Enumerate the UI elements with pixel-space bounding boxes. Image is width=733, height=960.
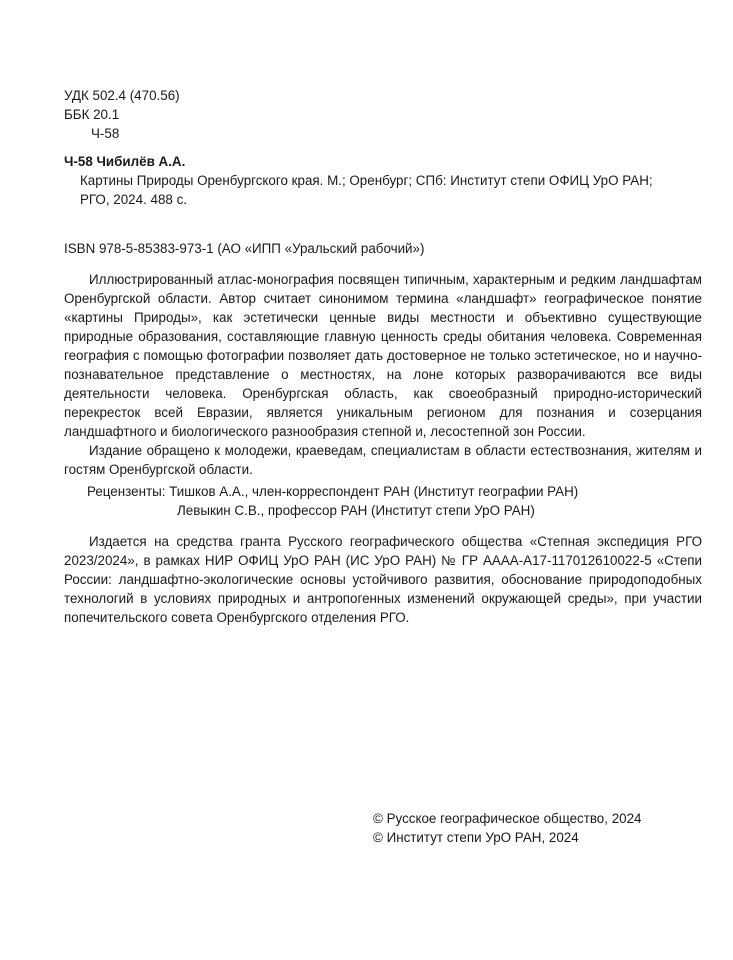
copyright-line: © Институт степи УрО РАН, 2024 [373,830,579,845]
abstract-paragraph: Издание обращено к молодежи, краеведам, специалистам в области естествознания, жителям и гостям Оренбургской области. [64,443,702,477]
copyright-line: © Русское географическое общество, 2024 [373,811,642,826]
abstract [64,270,702,479]
reviewers [87,482,578,520]
grant-note [64,532,702,627]
bbk-code: ББК 20.1 [64,107,120,122]
bibliographic-entry [64,152,704,209]
author-mark: Ч-58 [91,126,120,141]
copyright-notice [373,809,641,847]
isbn: ISBN 978-5-85383-973-1 (АО «ИПП «Уральский рабочий») [64,241,425,256]
classification-codes [64,86,180,143]
entry-description-line2: РГО, 2024. 488 с. [80,192,187,207]
entry-heading: Ч-58 Чибилёв А.А. [64,154,186,169]
udc-code: УДК 502.4 (470.56) [64,88,180,103]
abstract-paragraph: Иллюстрированный атлас-монография посвящен типичным, характерным и редким ландшафтам Оренбургской области. Автор считает синонимом термина «ландшафт» географическое понятие «картины Природы», как эстетически ценные виды местности и объективно существующие природные образования, составляющие главную ценность среды обитания человека. Современная география с помощью фотографии позволяет дать достоверное не только эстетическое, но и научно-познавательное представление о местностях, на лоне которых разворачиваются все виды деятельности человека. Оренбургская область, как своеобразный природно-исторический перекресток всей Евразии, является уникальным регионом для познания и созерцания ландшафтного и биологического разнообразия степной и, лесостепной зон России. [64,272,702,439]
entry-description-line1: Картины Природы Оренбургского края. М.; Оренбург; СПб: Институт степи ОФИЦ УрО РАН; [80,173,653,188]
reviewer-line: Рецензенты: Тишков А.А., член-корреспондент РАН (Институт географии РАН) [87,484,579,499]
reviewer-line: Левыкин С.В., профессор РАН (Институт степи УрО РАН) [177,503,535,518]
grant-text: Издается на средства гранта Русского географического общества «Степная экспедиция РГО 2023/2024», в рамках НИР ОФИЦ УрО РАН (ИС УрО РАН) № ГР АААА-А17-117012610022-5 «Степи России: ландшафтно-экологические основы устойчивого развития, обоснование природоподобных технологий в условиях природных и антропогенных изменений окружающей среды», при участии попечительского совета Оренбургского отделения РГО. [64,534,702,625]
